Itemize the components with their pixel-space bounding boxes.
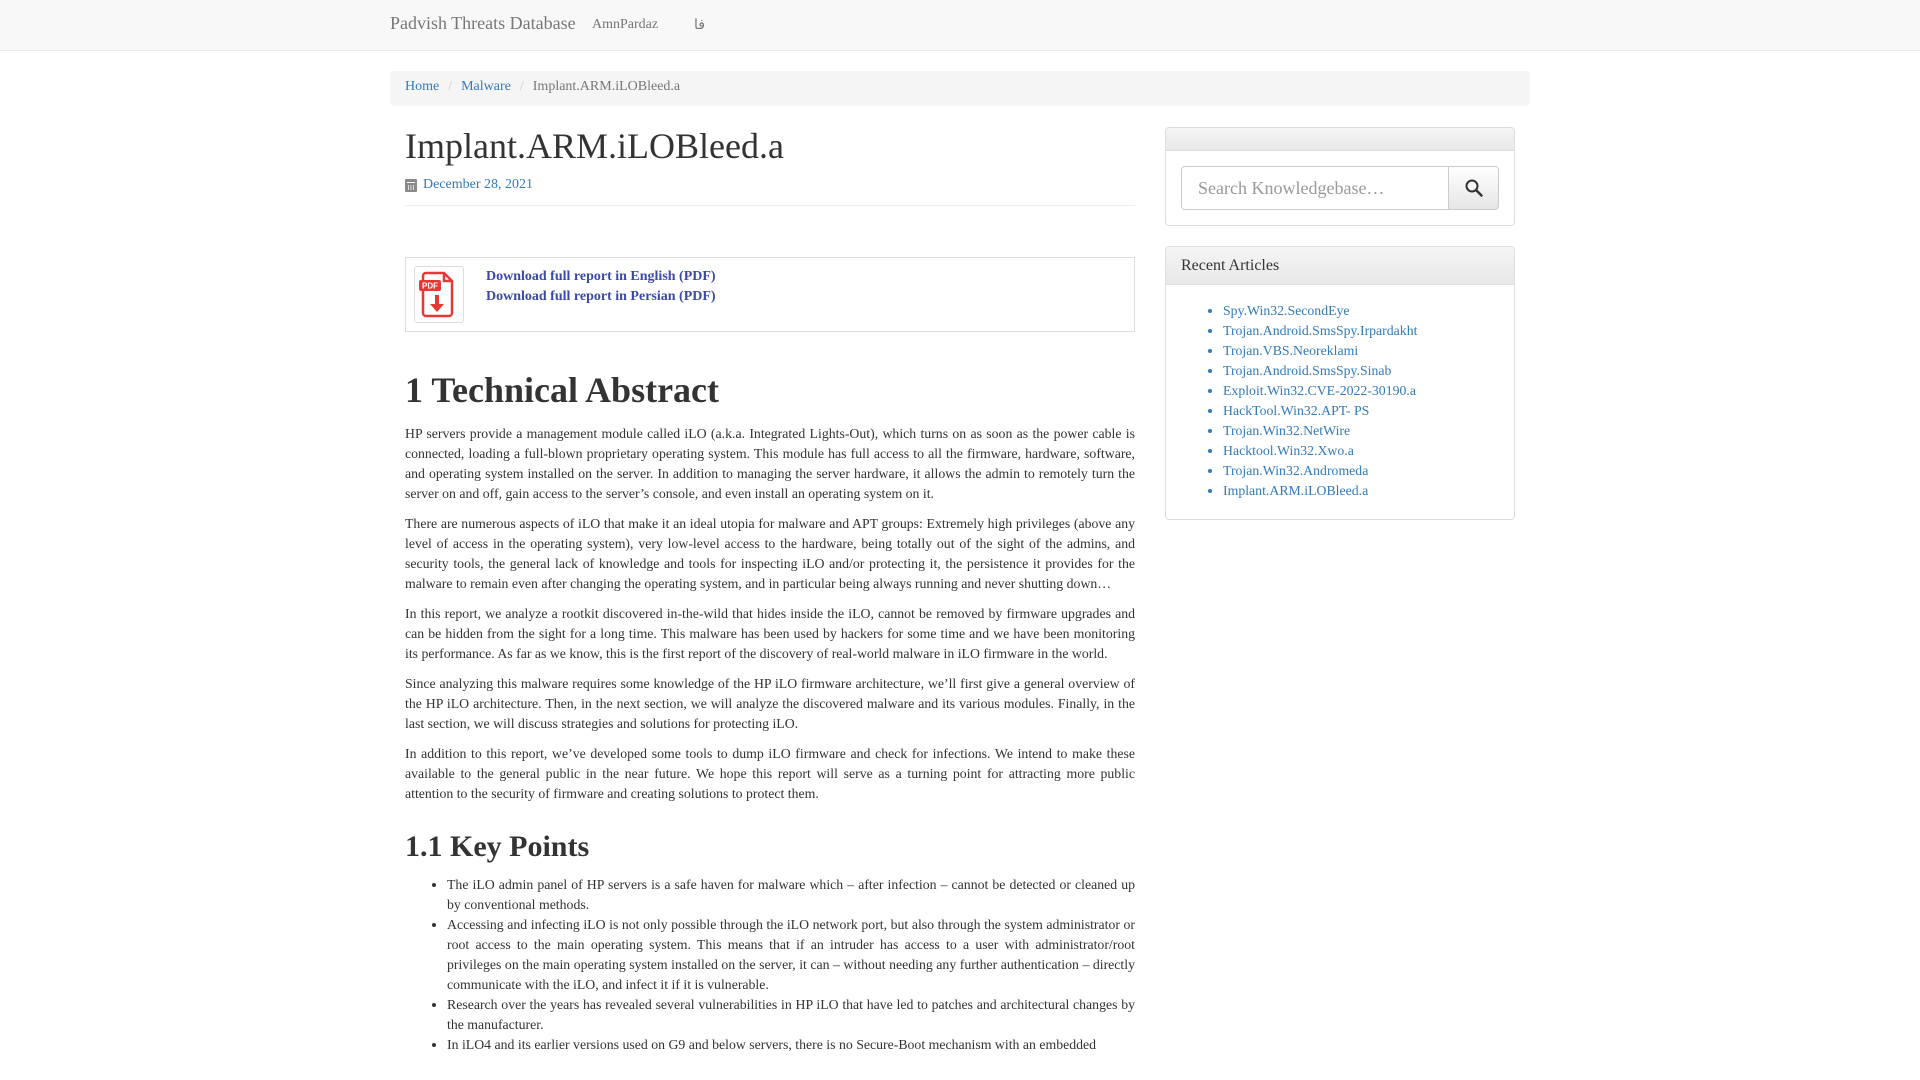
download-english-link[interactable]: Download full report in English (PDF) <box>486 269 716 285</box>
recent-article-link[interactable]: Exploit.Win32.CVE-2022-30190.a <box>1223 383 1416 398</box>
list-item: • Accessing and infecting iLO is not only possible through the iLO network port, but also through the system administrator or root access to the main operating system. This means that if an intruder has access to a user with administrator/root privileges on the main operating system installed on the server, it can – without needing any further authentication – directly communicate with the iLO, and infect it if it is vulnerable. <box>447 915 1135 995</box>
breadcrumb-current: Implant.ARM.iLOBleed.a <box>532 79 681 94</box>
search-button[interactable] <box>1448 166 1499 210</box>
search-panel-heading <box>1166 128 1514 151</box>
pdf-download-icon[interactable] <box>414 266 464 323</box>
list-item <box>1223 341 1499 361</box>
recent-article-link[interactable]: Implant.ARM.iLOBleed.a <box>1223 483 1369 498</box>
article-paragraph: Since analyzing this malware requires some knowledge of the HP iLO firmware architecture, we’ll first give a general overview of the HP iLO architecture. Then, in the next section, we will analyze the discovered malware and its various modules. Finally, in the last section, we will discuss strategies and solutions for protecting iLO. <box>405 676 1135 732</box>
search-panel <box>1165 127 1515 226</box>
recent-article-link[interactable]: Trojan.Win32.NetWire <box>1223 423 1351 438</box>
article-paragraph: In addition to this report, we’ve developed some tools to dump iLO firmware and check for infections. We intend to make these available to the general public in the near future. We hope this report will serve as a turning point for attracting more public attention to the security of firmware and creating solutions to protect them. <box>405 746 1135 802</box>
list-item <box>1223 361 1499 381</box>
top-navbar <box>0 0 1920 51</box>
recent-article-link[interactable]: Spy.Win32.SecondEye <box>1223 303 1350 318</box>
list-item <box>1223 381 1499 401</box>
article-paragraph: In this report, we analyze a rootkit discovered in-the-wild that hides inside the iLO, cannot be removed by firmware upgrades and can be hidden from the sight for a long time. This malware has been used by hackers for some time and we have been monitoring its performance. As far as we know, this is the first report of the discovery of real-world malware in iLO firmware in the world. <box>405 606 1135 662</box>
list-item <box>1223 441 1499 461</box>
section-heading-technical-abstract: 1 Technical Abstract <box>405 370 720 411</box>
recent-article-link[interactable]: Trojan.VBS.Neoreklami <box>1223 343 1359 358</box>
article-paragraph: HP servers provide a management module called iLO (a.k.a. Integrated Lights-Out), which turns on as soon as the power cable is connected, loading a full-blown proprietary operating system. This module has full access to all the firmware, hardware, software, and operating system installed on the server. In addition to managing the server hardware, it allows the admin to remotely turn the server on and off, gain access to the server’s console, and even install an operating system on it. <box>405 426 1135 502</box>
list-item <box>1223 481 1499 501</box>
download-links <box>486 267 716 307</box>
brand-link[interactable]: Padvish Threats Database <box>390 13 576 33</box>
list-item <box>1223 461 1499 481</box>
breadcrumb-home[interactable]: Home <box>405 79 440 94</box>
list-item: • The iLO admin panel of HP servers is a safe haven for malware which – after infection – cannot be detected or cleaned up by conventional methods. <box>447 875 1135 915</box>
recent-article-link[interactable]: Trojan.Win32.Andromeda <box>1223 463 1369 478</box>
search-icon <box>1464 178 1484 198</box>
list-item <box>1223 421 1499 441</box>
breadcrumb <box>390 71 1530 106</box>
breadcrumb-separator: / <box>519 79 524 94</box>
list-item <box>1223 401 1499 421</box>
sidebar <box>1165 127 1515 540</box>
recent-article-link[interactable]: Trojan.Android.SmsSpy.Irpardakht <box>1223 323 1418 338</box>
nav-link-amnpardaz[interactable]: AmnPardaz <box>592 17 659 32</box>
recent-articles-panel <box>1165 246 1515 520</box>
list-item: • Research over the years has revealed several vulnerabilities in HP iLO that have led to patches and architectural changes by the manufacturer. <box>447 995 1135 1035</box>
key-points-list <box>405 875 1135 1055</box>
nav-link-farsi[interactable]: فا <box>694 18 705 33</box>
recent-article-link[interactable]: HackTool.Win32.APT- PS <box>1223 403 1370 418</box>
article-meta <box>405 177 1135 193</box>
list-item <box>1223 321 1499 341</box>
download-box <box>405 257 1135 332</box>
pdf-icon-label: PDF <box>422 281 438 291</box>
recent-articles-list <box>1181 301 1499 501</box>
breadcrumb-malware[interactable]: Malware <box>461 79 511 94</box>
list-item <box>1223 301 1499 321</box>
article-paragraph: There are numerous aspects of iLO that make it an ideal utopia for malware and APT groups: Extremely high privileges (above any level of access in the operating system), very low-level access to the hardware, being totally out of the sight of the admins, and security tools, the general lack of knowledge and tools for inspecting iLO and/or protecting it, the persistence it provides for the malware to remain even after changing the operating system, and in particular being always running and never shutting down… <box>405 516 1135 592</box>
recent-articles-heading: Recent Articles <box>1166 247 1514 285</box>
recent-article-link[interactable]: Hacktool.Win32.Xwo.a <box>1223 443 1354 458</box>
breadcrumb-separator: / <box>448 79 453 94</box>
search-input[interactable] <box>1181 166 1448 210</box>
section-heading-key-points: 1.1 Key Points <box>405 830 590 864</box>
article-main <box>405 120 1135 1055</box>
article-date-link[interactable]: December 28, 2021 <box>423 177 534 193</box>
list-item: • In iLO4 and its earlier versions used on G9 and below servers, there is no Secure-Boot mechanism with an embedded <box>447 1035 1135 1055</box>
page-title: Implant.ARM.iLOBleed.a <box>405 126 784 166</box>
search-group <box>1181 166 1499 210</box>
recent-article-link[interactable]: Trojan.Android.SmsSpy.Sinab <box>1223 363 1392 378</box>
calendar-icon <box>405 179 417 192</box>
divider <box>405 205 1135 206</box>
download-persian-link[interactable]: Download full report in Persian (PDF) <box>486 289 716 305</box>
